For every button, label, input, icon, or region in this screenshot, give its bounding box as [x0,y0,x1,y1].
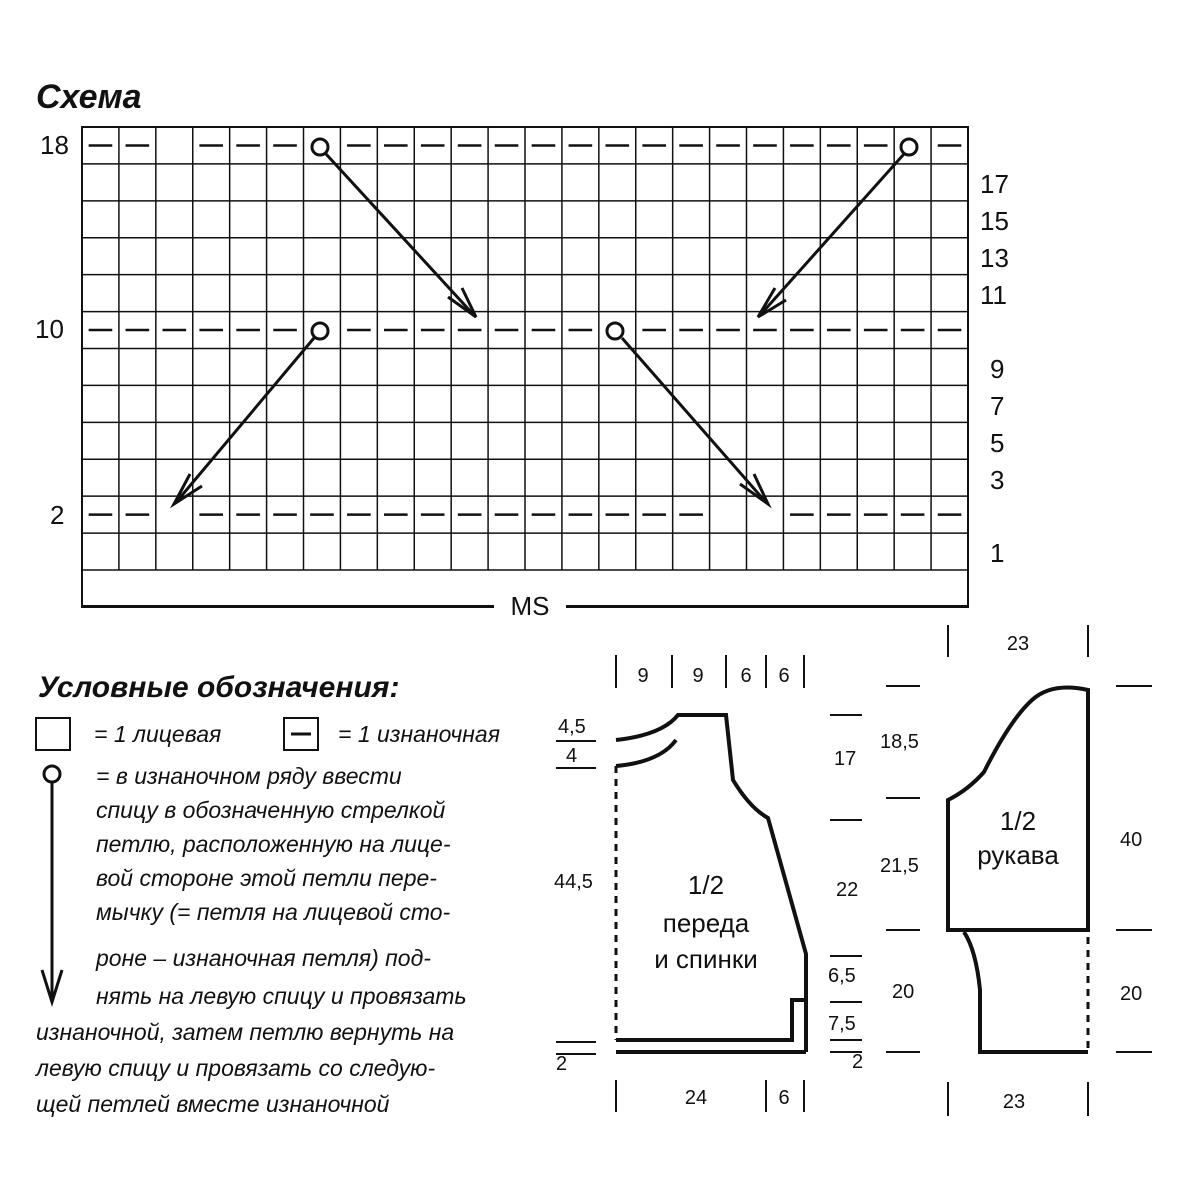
body-left-height: 44,5 [554,871,593,893]
legend-line: щей петлей вместе изнаночной [36,1091,390,1117]
ms-label: MS [510,591,550,621]
row-label-9: 9 [990,354,1005,384]
circle-marker [607,323,623,339]
sleeve-cuff-outline [964,932,1088,1052]
row-label-1: 1 [990,538,1005,568]
body-label: переда [662,908,750,938]
legend-line: петлю, расположенную на лице- [96,831,451,857]
body-label: 1/2 [687,870,725,900]
legend-knit-text: = 1 лицевая [94,721,222,747]
body-dim-top: 9 [637,665,649,687]
legend-line: левую спицу и провязать со следую- [36,1055,436,1081]
body-dim-top: 6 [740,665,752,687]
sleeve-pattern [880,625,1152,1116]
row-label-11: 11 [980,280,1007,310]
body-right-dim: 22 [836,879,859,901]
legend-line: роне – изнаночная петля) под- [96,945,431,971]
legend-title: Условные обозначения: [38,671,400,704]
body-dim-top: 9 [692,665,704,687]
body-right-dim: 17 [834,748,857,770]
arrow-3 [174,338,314,504]
legend-line: изнаночной, затем петлю вернуть на [36,1019,455,1045]
sleeve-left-dim: 20 [892,981,915,1003]
legend-line: спицу в обозначенную стрелкой [96,797,446,823]
legend-line: вой стороне этой петли пере- [96,865,437,891]
body-pattern [554,655,863,1112]
body-right-dim: 6,5 [828,965,856,987]
sleeve-top-width: 23 [1006,633,1030,655]
legend-line: нять на левую спицу и провязать [96,983,467,1009]
sleeve-label: 1/2 [999,806,1037,836]
row-label-13: 13 [980,243,1009,273]
row-label-2: 2 [50,500,65,530]
row-label-15: 15 [980,206,1009,236]
arrow-2 [758,154,904,317]
legend-line: мычку (= петля на лицевой сто- [96,899,451,925]
arrow-1 [326,154,476,317]
legend-purl-text: = 1 изнаночная [338,721,500,747]
circle-marker [901,139,917,155]
circle-marker [312,139,328,155]
sleeve-bottom-width: 23 [1002,1091,1026,1113]
body-dim-top: 6 [778,665,790,687]
legend-special-text [34,763,467,1117]
body-bottom-dim: 6 [778,1087,790,1109]
circle-marker [312,323,328,339]
body-left-bottom: 2 [556,1053,568,1075]
body-bottom-dim: 24 [684,1087,708,1109]
body-bottom-ticks [616,1080,804,1112]
sleeve-right-dim: 20 [1120,983,1143,1005]
sleeve-label: рукава [977,840,1059,870]
row-label-3: 3 [990,465,1005,495]
sleeve-right-dim: 40 [1120,829,1143,851]
row-label-18: 18 [40,130,69,160]
special-stitch-symbol [42,766,62,1002]
knit-symbol [36,718,70,750]
stitch-grid [82,127,968,607]
back-neckline [616,740,676,766]
row-label-5: 5 [990,428,1005,458]
body-right-dim: 7,5 [828,1013,856,1035]
body-neck-dim: 4 [566,745,578,767]
scheme-title: Схема [36,78,142,116]
body-right-dim: 2 [852,1051,864,1073]
row-label-7: 7 [990,391,1005,421]
body-neck-dim: 4,5 [558,716,586,738]
legend-line: = в изнаночном ряду ввести [96,763,402,789]
body-label: и спинки [654,944,758,974]
sleeve-left-dim: 18,5 [880,731,919,753]
row-label-17: 17 [980,169,1009,199]
row-label-10: 10 [35,314,64,344]
sleeve-left-dim: 21,5 [880,855,919,877]
